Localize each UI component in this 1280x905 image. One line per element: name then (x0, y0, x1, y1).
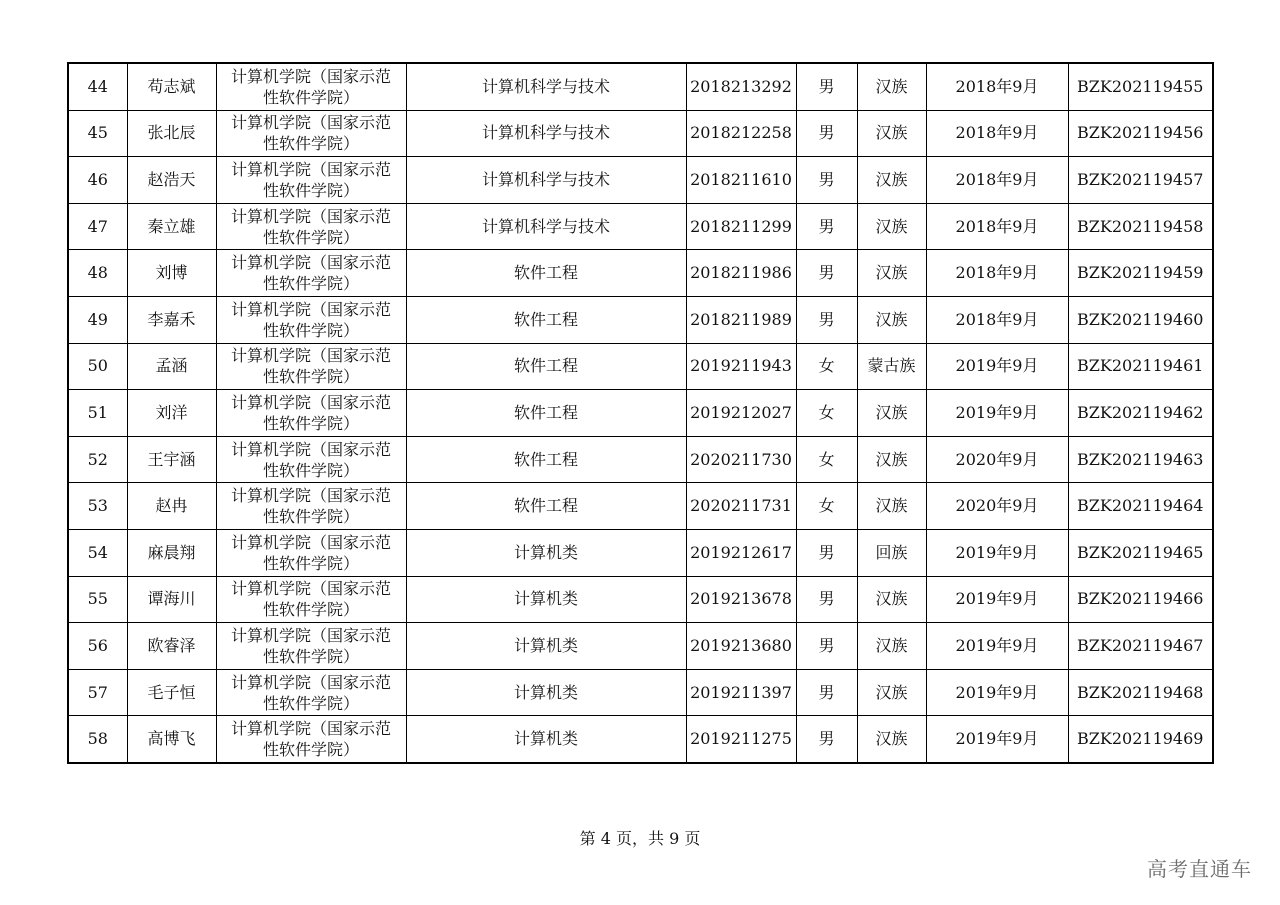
college-cell (216, 63, 406, 110)
row-number-cell: 45 (68, 110, 127, 157)
table-row (68, 110, 1213, 157)
name-cell: 刘博 (127, 250, 216, 297)
table-row (68, 250, 1213, 297)
college-line-1: 计算机学院（国家示范 (230, 672, 391, 692)
ethnicity-cell: 汉族 (857, 157, 926, 204)
certificate-number-cell: BZK202119467 (1068, 623, 1213, 670)
gender-cell: 女 (796, 343, 857, 390)
gender-cell: 女 (796, 483, 857, 530)
college-line-2: 性软件学院） (262, 227, 359, 247)
certificate-number-cell: BZK202119462 (1068, 390, 1213, 437)
major-cell: 计算机类 (406, 669, 686, 716)
name-cell: 王宇涵 (127, 436, 216, 483)
college-cell (216, 157, 406, 204)
college-line-2: 性软件学院） (262, 367, 359, 387)
name-cell: 苟志斌 (127, 63, 216, 110)
gender-cell: 男 (796, 529, 857, 576)
certificate-number-cell: BZK202119459 (1068, 250, 1213, 297)
major-cell: 软件工程 (406, 250, 686, 297)
enrollment-date-cell: 2020年9月 (926, 483, 1068, 530)
name-cell: 孟涵 (127, 343, 216, 390)
ethnicity-cell: 汉族 (857, 716, 926, 763)
college-cell (216, 576, 406, 623)
ethnicity-cell: 汉族 (857, 576, 926, 623)
row-number-cell: 55 (68, 576, 127, 623)
enrollment-date-cell: 2020年9月 (926, 436, 1068, 483)
name-cell: 李嘉禾 (127, 296, 216, 343)
watermark-logo-text: 高考直通车 (1147, 857, 1252, 881)
enrollment-date-cell: 2019年9月 (926, 623, 1068, 670)
ethnicity-cell: 汉族 (857, 63, 926, 110)
certificate-number-cell: BZK202119457 (1068, 157, 1213, 204)
student-id-cell: 2019213678 (686, 576, 796, 623)
ethnicity-cell: 汉族 (857, 203, 926, 250)
college-line-1: 计算机学院（国家示范 (230, 253, 391, 273)
college-line-1: 计算机学院（国家示范 (230, 486, 391, 506)
certificate-number-cell: BZK202119458 (1068, 203, 1213, 250)
certificate-number-cell: BZK202119463 (1068, 436, 1213, 483)
enrollment-date-cell: 2019年9月 (926, 529, 1068, 576)
row-number-cell: 57 (68, 669, 127, 716)
student-id-cell: 2020211730 (686, 436, 796, 483)
row-number-cell: 50 (68, 343, 127, 390)
major-cell: 计算机类 (406, 716, 686, 763)
college-line-1: 计算机学院（国家示范 (230, 346, 391, 366)
college-cell (216, 390, 406, 437)
student-id-cell: 2019213680 (686, 623, 796, 670)
certificate-number-cell: BZK202119468 (1068, 669, 1213, 716)
ethnicity-cell: 汉族 (857, 436, 926, 483)
ethnicity-cell: 汉族 (857, 296, 926, 343)
table-row (68, 157, 1213, 204)
table-row (68, 623, 1213, 670)
gender-cell: 男 (796, 623, 857, 670)
college-cell (216, 483, 406, 530)
row-number-cell: 51 (68, 390, 127, 437)
college-line-2: 性软件学院） (262, 646, 359, 666)
table-row (68, 390, 1213, 437)
gender-cell: 男 (796, 669, 857, 716)
college-cell (216, 343, 406, 390)
ethnicity-cell: 汉族 (857, 250, 926, 297)
college-line-2: 性软件学院） (262, 320, 359, 340)
student-id-cell: 2019211275 (686, 716, 796, 763)
table-row (68, 296, 1213, 343)
certificate-number-cell: BZK202119466 (1068, 576, 1213, 623)
major-cell: 计算机类 (406, 576, 686, 623)
student-id-cell: 2019211397 (686, 669, 796, 716)
student-id-cell: 2019212617 (686, 529, 796, 576)
certificate-number-cell: BZK202119464 (1068, 483, 1213, 530)
roster-body (68, 63, 1213, 763)
major-cell: 软件工程 (406, 483, 686, 530)
major-cell: 计算机科学与技术 (406, 157, 686, 204)
enrollment-date-cell: 2019年9月 (926, 390, 1068, 437)
ethnicity-cell: 汉族 (857, 623, 926, 670)
college-line-1: 计算机学院（国家示范 (230, 625, 391, 645)
ethnicity-cell: 汉族 (857, 483, 926, 530)
page-number-footer: 第 4 页，共 9 页 (579, 829, 701, 848)
gender-cell: 男 (796, 110, 857, 157)
row-number-cell: 49 (68, 296, 127, 343)
table-row (68, 343, 1213, 390)
table-row (68, 483, 1213, 530)
major-cell: 计算机科学与技术 (406, 63, 686, 110)
college-line-2: 性软件学院） (262, 134, 359, 154)
row-number-cell: 53 (68, 483, 127, 530)
college-line-2: 性软件学院） (262, 87, 359, 107)
major-cell: 软件工程 (406, 343, 686, 390)
name-cell: 赵浩天 (127, 157, 216, 204)
name-cell: 麻晨翔 (127, 529, 216, 576)
table-row (68, 529, 1213, 576)
student-id-cell: 2018213292 (686, 63, 796, 110)
major-cell: 计算机科学与技术 (406, 203, 686, 250)
certificate-number-cell: BZK202119460 (1068, 296, 1213, 343)
row-number-cell: 54 (68, 529, 127, 576)
college-line-2: 性软件学院） (262, 180, 359, 200)
table-row (68, 63, 1213, 110)
student-id-cell: 2018211610 (686, 157, 796, 204)
enrollment-date-cell: 2018年9月 (926, 110, 1068, 157)
gender-cell: 男 (796, 716, 857, 763)
student-id-cell: 2018211989 (686, 296, 796, 343)
row-number-cell: 58 (68, 716, 127, 763)
college-line-1: 计算机学院（国家示范 (230, 159, 391, 179)
major-cell: 计算机科学与技术 (406, 110, 686, 157)
student-id-cell: 2018211299 (686, 203, 796, 250)
ethnicity-cell: 蒙古族 (857, 343, 926, 390)
student-id-cell: 2019211943 (686, 343, 796, 390)
name-cell: 欧睿泽 (127, 623, 216, 670)
college-cell (216, 436, 406, 483)
row-number-cell: 47 (68, 203, 127, 250)
college-line-1: 计算机学院（国家示范 (230, 113, 391, 133)
name-cell: 赵冉 (127, 483, 216, 530)
name-cell: 毛子恒 (127, 669, 216, 716)
name-cell: 刘洋 (127, 390, 216, 437)
college-line-2: 性软件学院） (262, 507, 359, 527)
college-line-2: 性软件学院） (262, 460, 359, 480)
certificate-number-cell: BZK202119461 (1068, 343, 1213, 390)
enrollment-date-cell: 2018年9月 (926, 157, 1068, 204)
certificate-number-cell: BZK202119455 (1068, 63, 1213, 110)
gender-cell: 男 (796, 63, 857, 110)
row-number-cell: 48 (68, 250, 127, 297)
enrollment-date-cell: 2018年9月 (926, 63, 1068, 110)
college-line-1: 计算机学院（国家示范 (230, 66, 391, 86)
college-line-2: 性软件学院） (262, 274, 359, 294)
enrollment-date-cell: 2019年9月 (926, 669, 1068, 716)
row-number-cell: 52 (68, 436, 127, 483)
college-line-2: 性软件学院） (262, 600, 359, 620)
gender-cell: 男 (796, 250, 857, 297)
college-line-2: 性软件学院） (262, 693, 359, 713)
enrollment-date-cell: 2018年9月 (926, 250, 1068, 297)
name-cell: 高博飞 (127, 716, 216, 763)
college-line-2: 性软件学院） (262, 740, 359, 760)
table-row (68, 203, 1213, 250)
row-number-cell: 44 (68, 63, 127, 110)
major-cell: 软件工程 (406, 390, 686, 437)
name-cell: 张北辰 (127, 110, 216, 157)
college-line-1: 计算机学院（国家示范 (230, 392, 391, 412)
gender-cell: 男 (796, 157, 857, 204)
enrollment-date-cell: 2018年9月 (926, 203, 1068, 250)
name-cell: 谭海川 (127, 576, 216, 623)
gender-cell: 女 (796, 436, 857, 483)
college-line-2: 性软件学院） (262, 553, 359, 573)
student-id-cell: 2018212258 (686, 110, 796, 157)
enrollment-date-cell: 2019年9月 (926, 576, 1068, 623)
college-line-2: 性软件学院） (262, 413, 359, 433)
major-cell: 软件工程 (406, 436, 686, 483)
row-number-cell: 56 (68, 623, 127, 670)
gender-cell: 男 (796, 296, 857, 343)
table-row (68, 576, 1213, 623)
certificate-number-cell: BZK202119456 (1068, 110, 1213, 157)
student-id-cell: 2018211986 (686, 250, 796, 297)
student-id-cell: 2019212027 (686, 390, 796, 437)
college-line-1: 计算机学院（国家示范 (230, 206, 391, 226)
gender-cell: 男 (796, 203, 857, 250)
college-cell (216, 250, 406, 297)
certificate-number-cell: BZK202119469 (1068, 716, 1213, 763)
row-number-cell: 46 (68, 157, 127, 204)
student-roster-table (67, 62, 1214, 764)
college-line-1: 计算机学院（国家示范 (230, 439, 391, 459)
table-row (68, 669, 1213, 716)
ethnicity-cell: 汉族 (857, 390, 926, 437)
major-cell: 计算机类 (406, 623, 686, 670)
ethnicity-cell: 汉族 (857, 110, 926, 157)
name-cell: 秦立雄 (127, 203, 216, 250)
college-cell (216, 110, 406, 157)
college-cell (216, 529, 406, 576)
certificate-number-cell: BZK202119465 (1068, 529, 1213, 576)
ethnicity-cell: 回族 (857, 529, 926, 576)
table-row (68, 716, 1213, 763)
enrollment-date-cell: 2019年9月 (926, 343, 1068, 390)
college-line-1: 计算机学院（国家示范 (230, 719, 391, 739)
college-cell (216, 296, 406, 343)
college-cell (216, 203, 406, 250)
college-line-1: 计算机学院（国家示范 (230, 532, 391, 552)
college-cell (216, 623, 406, 670)
student-id-cell: 2020211731 (686, 483, 796, 530)
major-cell: 计算机类 (406, 529, 686, 576)
college-cell (216, 716, 406, 763)
college-line-1: 计算机学院（国家示范 (230, 579, 391, 599)
enrollment-date-cell: 2019年9月 (926, 716, 1068, 763)
gender-cell: 女 (796, 390, 857, 437)
college-line-1: 计算机学院（国家示范 (230, 299, 391, 319)
college-cell (216, 669, 406, 716)
ethnicity-cell: 汉族 (857, 669, 926, 716)
gender-cell: 男 (796, 576, 857, 623)
table-row (68, 436, 1213, 483)
enrollment-date-cell: 2018年9月 (926, 296, 1068, 343)
major-cell: 软件工程 (406, 296, 686, 343)
